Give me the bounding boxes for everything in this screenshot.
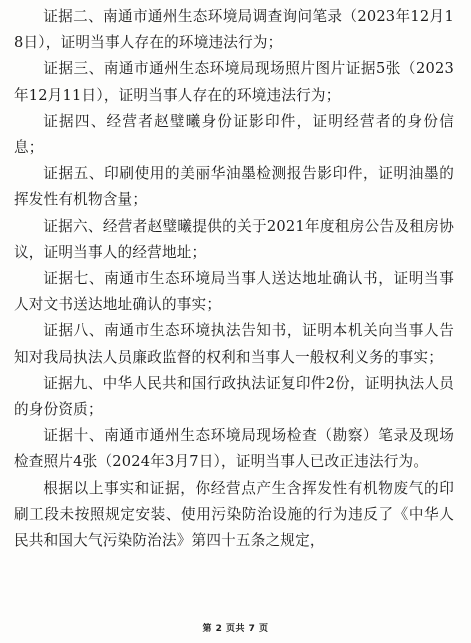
paragraph-evidence-2: 证据二、南通市通州生态环境局调查询问笔录（2023年12月18日），证明当事人存在的环境违法行为； bbox=[14, 8, 454, 52]
paragraph-conclusion: 根据以上事实和证据，你经营点产生含挥发性有机物废气的印刷工段未按照规定安装、使用污染防治设施的行为违反了《中华人民共和国大气污染防治法》第四十五条之规定， bbox=[14, 479, 454, 550]
page-number-footer: 第 2 页共 7 页 bbox=[202, 624, 269, 634]
paragraph-evidence-10: 证据十、南通市通州生态环境局现场检查（勘察）笔录及现场检查照片4张（2024年3月7日），证明当事人已改正违法行为。 bbox=[14, 427, 454, 471]
paragraph-evidence-7: 证据七、南通市生态环境局当事人送达地址确认书，证明当事人对文书送达地址确认的事实； bbox=[14, 270, 454, 314]
paragraph-evidence-3: 证据三、南通市通州生态环境局现场照片图片证据5张（2023年12月11日），证明当事人存在的环境违法行为； bbox=[14, 60, 454, 104]
paragraph-evidence-4: 证据四、经营者赵璧曦身份证影印件，证明经营者的身份信息； bbox=[14, 112, 454, 157]
paragraph-evidence-5: 证据五、印刷使用的美丽华油墨检测报告影印件，证明油墨的挥发性有机物含量； bbox=[14, 165, 454, 209]
paragraph-evidence-8: 证据八、南通市生态环境执法告知书，证明本机关向当事人告知对我局执法人员廉政监督的权利和当事人一般权利义务的事实； bbox=[14, 322, 454, 366]
paragraph-evidence-9: 证据九、中华人民共和国行政执法证复印件2份，证明执法人员的身份资质； bbox=[14, 374, 454, 419]
document-body bbox=[14, 4, 454, 554]
paragraph-evidence-6: 证据六、经营者赵璧曦提供的关于2021年度租房公告及租房协议，证明当事人的经营地址； bbox=[14, 217, 454, 261]
